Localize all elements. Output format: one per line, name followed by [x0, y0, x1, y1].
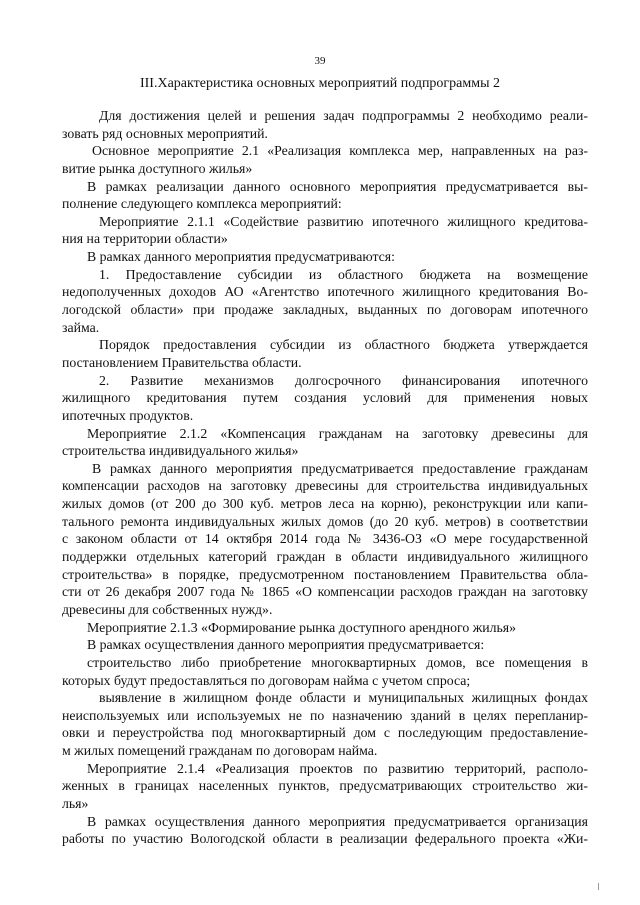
text-line: выявление в жилищном фонде области и муниципальных жилищных фондах — [99, 690, 588, 706]
text-line: Основное мероприятие 2.1 «Реализация комплекса мер, направленных на раз- — [92, 143, 588, 159]
text-line: сти от 26 декабря 2007 года № 1865 «О компенсации расходов граждан на заготовку — [62, 584, 588, 600]
text-line: жилых домов (от 200 до 300 куб. метров леса на корню), реконструкции или капи- — [62, 496, 588, 512]
page-number: 39 — [314, 55, 326, 67]
text-line: В рамках осуществления данного мероприятия предусматривается организация — [87, 813, 588, 829]
document-body — [62, 107, 588, 848]
text-line: логодской области» при продаже закладных, выданных по договорам ипотечного — [62, 302, 588, 318]
text-line: Для достижения целей и решения задач подпрограммы 2 необходимо реали- — [99, 108, 588, 123]
text-line: 2. Развитие механизмов долгосрочного финансирования ипотечного — [99, 372, 588, 388]
text-line: полнение следующего комплекса мероприятий: — [62, 196, 342, 212]
text-line: Мероприятие 2.1.3 «Формирование рынка доступного арендного жилья» — [87, 619, 517, 635]
text-line: Порядок предоставления субсидии из областного бюджета утверждается — [99, 337, 588, 353]
text-line: Мероприятие 2.1.1 «Содействие развитию ипотечного жилищного кредитова- — [99, 213, 588, 229]
text-line: тального ремонта индивидуальных жилых домов (до 20 куб. метров) в соответствии — [62, 513, 588, 529]
text-line: лья» — [62, 795, 89, 811]
scan-artifact-mark — [598, 883, 599, 890]
text-line: овки и переустройства под многоквартирный дом с последующим предоставление- — [62, 725, 588, 741]
text-line: витие рынка доступного жилья» — [62, 160, 253, 176]
text-line: которых будут предоставляться по договорам найма с учетом спроса; — [62, 672, 471, 688]
text-line: компенсации расходов на заготовку древесины для строительства индивидуальных — [62, 478, 588, 494]
text-line: В рамках реализации данного основного мероприятия предусматривается вы- — [87, 178, 588, 194]
text-line: с законом области от 14 октября 2014 года № 3436-ОЗ «О мере государственной — [62, 531, 588, 547]
text-line: м жилых помещений гражданам по договорам найма. — [62, 743, 378, 759]
text-line: древесины для собственных нужд». — [62, 601, 273, 617]
text-line: жилищного кредитования путем создания условий для применения новых — [62, 390, 588, 406]
text-line: женных в границах населенных пунктов, предусматривающих строительство жи- — [62, 778, 588, 794]
text-line: В рамках данного мероприятия предусматривается предоставление гражданам — [92, 460, 588, 476]
text-line: зовать ряд основных мероприятий. — [62, 125, 268, 141]
text-line: Мероприятие 2.1.4 «Реализация проектов по развитию территорий, располо- — [87, 760, 588, 776]
text-line: работы по участию Вологодской области в реализации федерального проекта «Жи- — [62, 831, 588, 847]
text-line: недополученных доходов АО «Агентство ипотечного жилищного кредитования Во- — [62, 284, 588, 300]
text-line: 1. Предоставление субсидии из областного бюджета на возмещение — [99, 266, 588, 282]
text-line: неиспользуемых или используемых не по назначению зданий в целях перепланир- — [62, 707, 588, 723]
text-line: В рамках данного мероприятия предусматриваются: — [87, 249, 395, 265]
text-line: Мероприятие 2.1.2 «Компенсация гражданам на заготовку древесины для — [87, 425, 588, 441]
text-line: постановлением Правительства области. — [62, 354, 302, 370]
text-line: В рамках осуществления данного мероприятия предусматривается: — [87, 637, 485, 653]
text-line: строительства индивидуального жилья» — [62, 443, 299, 459]
text-line: займа. — [62, 319, 100, 335]
text-line: строительства» в порядке, предусмотренном постановлением Правительства обла- — [62, 566, 588, 582]
text-line: ния на территории области» — [62, 231, 228, 247]
text-line: ипотечных продуктов. — [62, 407, 194, 423]
text-line: строительство либо приобретение многоквартирных домов, все помещения в — [87, 654, 588, 670]
text-line: поддержки отдельных категорий граждан в области индивидуального жилищного — [62, 549, 588, 565]
section-heading: III.Характеристика основных мероприятий подпрограммы 2 — [139, 76, 501, 91]
